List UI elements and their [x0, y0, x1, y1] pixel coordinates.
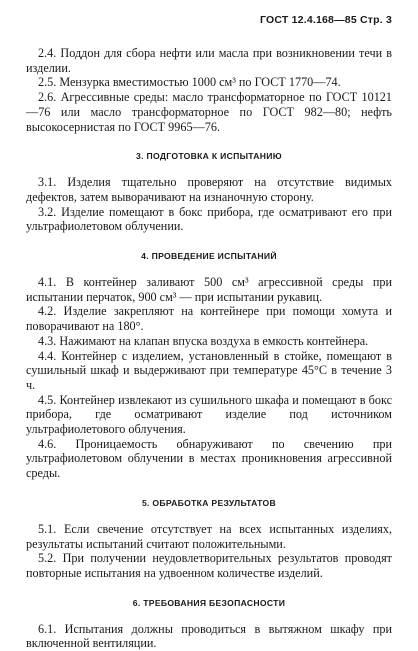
paragraph-6-1: 6.1. Испытания должны проводиться в вытяжном шкафу при включенной вентиляции. — [26, 621, 392, 651]
paragraph-2-5: 2.5. Мензурка вместимостью 1000 см³ по ГОСТ 1770—74. — [38, 75, 341, 90]
paragraph-4-5: 4.5. Контейнер извлекают из сушильного шкафа и помещают в бокс прибора, где осматривают изделие под источником ультрафиолетового облучения. — [26, 392, 392, 437]
paragraph-4-1: 4.1. В контейнер заливают 500 см³ агрессивной среды при испытании перчаток, 900 см³ — при испытании рукавиц. — [26, 275, 392, 304]
paragraph-2-4: 2.4. Поддон для сбора нефти или масла при возникновении течи в изделии. — [26, 46, 392, 75]
paragraph-4-3: 4.3. Нажимают на клапан впуска воздуха в емкость контейнера. — [38, 333, 369, 348]
document-body — [26, 46, 392, 651]
paragraph-5-1: 5.1. Если свечение отсутствует на всех испытанных изделиях, результаты испытаний считают положительными. — [26, 521, 392, 551]
paragraph-3-1: 3.1. Изделия тщательно проверяют на отсутствие видимых дефектов, затем выворачивают на изнаночную сторону. — [26, 175, 392, 204]
page-header: ГОСТ 12.4.168—85 Стр. 3 — [259, 14, 392, 26]
paragraph-4-4: 4.4. Контейнер с изделием, установленный в стойке, помещают в сушильный шкаф и выдерживают при температуре 45°С в течение 3 ч. — [26, 348, 392, 392]
paragraph-5-2: 5.2. При получении неудовлетворительных результатов проводят повторные испытания на удвоенном количестве изделий. — [26, 551, 392, 580]
paragraph-2-6: 2.6. Агрессивные среды: масло трансформаторное по ГОСТ 10121—76 или масло трансформаторное по ГОСТ 982—80; нефть высокосернистая по ГОСТ 9965—76. — [26, 90, 392, 134]
section-title-4: 4. ПРОВЕДЕНИЕ ИСПЫТАНИЙ — [141, 251, 277, 262]
paragraph-3-2: 3.2. Изделие помещают в бокс прибора, где осматривают его при ультрафиолетовом облучении. — [26, 204, 392, 234]
section-title-6: 6. ТРЕБОВАНИЯ БЕЗОПАСНОСТИ — [132, 597, 286, 608]
section-title-5: 5. ОБРАБОТКА РЕЗУЛЬТАТОВ — [141, 497, 277, 508]
section-title-3: 3. ПОДГОТОВКА К ИСПЫТАНИЮ — [136, 151, 282, 162]
paragraph-4-6: 4.6. Проницаемость обнаруживают по свечению при ультрафиолетовом облучении в местах проникновения агрессивной среды. — [26, 436, 392, 481]
paragraph-4-2: 4.2. Изделие закрепляют на контейнере при помощи хомута и поворачивают на 180°. — [26, 304, 392, 334]
